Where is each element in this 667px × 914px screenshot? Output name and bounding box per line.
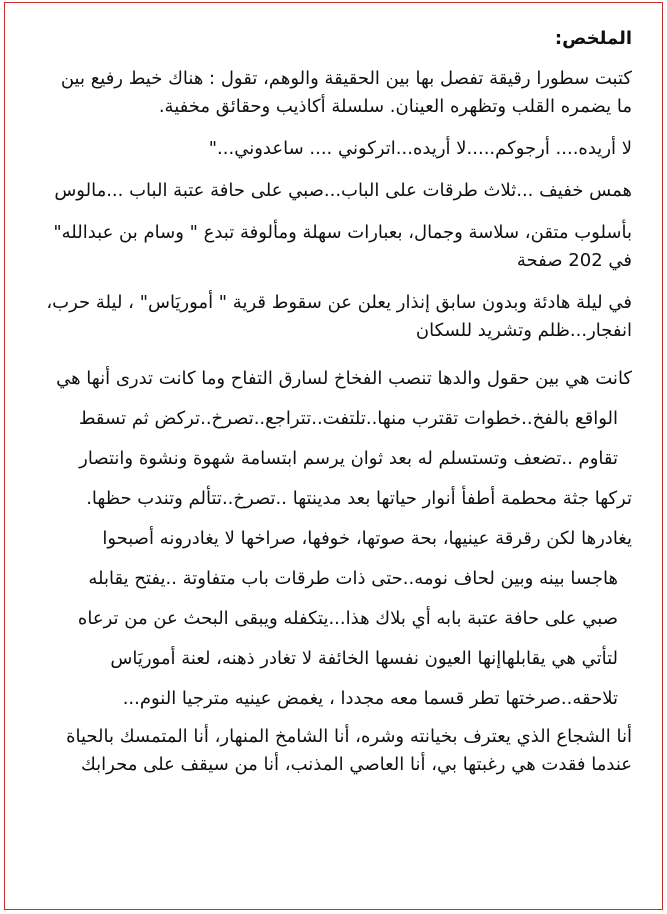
paragraph-line: أنا الشجاع الذي يعترف بخيانته وشره، أنا الشامخ المنهار، أنا المتمسك بالحياة [66,726,632,747]
paragraph-line: الواقع بالفخ..خطوات تقترب منها..تلتفت..تتراجع..تصرخ..تركض ثم تسقط [78,408,618,429]
paragraph-line: انفجار...ظلم وتشريد للسكان [415,320,632,341]
paragraph-line: تركها جثة محطمة أطفأ أنوار حياتها بعد مدينتها ..تصرخ..تتألم وتندب حظها. [86,488,632,509]
summary-heading [35,25,632,53]
paragraph-village [35,289,632,345]
paragraph-whisper [35,177,632,205]
paragraph-line: في 202 صفحة [516,250,632,271]
paragraph-line: كتبت سطورا رقيقة تفصل بها بين الحقيقة والوهم، تقول : هناك خيط رفيع بين [60,68,632,89]
paragraph-line: لا أريده.... أرجوكم.....لا أريده...اتركوني .... ساعدوني..." [208,138,632,159]
paragraph-line: في ليلة هادئة وبدون سابق إنذار يعلن عن سقوط قرية " أموريَاس" ، ليلة حرب، [46,292,632,313]
paragraph-line: يغادرها لكن رقرقة عينيها، بحة صوتها، خوفها، صراخها لا يغادرونه أصبحوا [102,528,632,549]
paragraph-story [35,359,632,719]
paragraph-line: كانت هي بين حقول والدها تنصب الفخاخ لسارق التفاح وما كانت تدرى أنها هي [56,368,632,389]
document-page [4,2,663,910]
paragraph-line: تقاوم ..تضعف وتستسلم له بعد ثوان يرسم ابتسامة شهوة ونشوة وانتصار [79,448,618,469]
paragraph-line: بأسلوب متقن، سلاسة وجمال، بعبارات سهلة ومألوفة تبدع " وسام بن عبدالله" [53,222,632,243]
paragraph-author [35,219,632,275]
paragraph-intro [35,65,632,121]
paragraph-line: هاجسا بينه وبين لحاف نومه..حتى ذات طرقات باب متفاوتة ..يفتح يقابله [88,568,618,589]
paragraph-line: ما يضمره القلب وتظهره العينان. سلسلة أكاذيب وحقائق مخفية. [158,96,632,117]
summary-heading-text: الملخص: [554,28,632,49]
paragraph-line: تلاحقه..صرختها تطر قسما معه مجددا ، يغمض عينيه مترجيا النوم... [122,688,618,709]
paragraph-line: صبي على حافة عتبة بابه أي بلاك هذا...يتكفله ويبقى البحث عن من ترعاه [77,608,618,629]
paragraph-line: لتأتي هي يقابلهاإنها العيون نفسها الخائفة لا تغادر ذهنه، لعنة أموريَاس [110,648,618,669]
paragraph-confession [35,723,632,779]
document-text [5,3,662,779]
paragraph-line: همس خفيف ...ثلاث طرقات على الباب...صبي على حافة عتبة الباب ...مالوس [54,180,632,201]
paragraph-quote [35,135,632,163]
paragraph-line: عندما فقدت هي رغبتها بي، أنا العاصي المذنب، أنا من سيقف على محرابك [80,754,632,775]
